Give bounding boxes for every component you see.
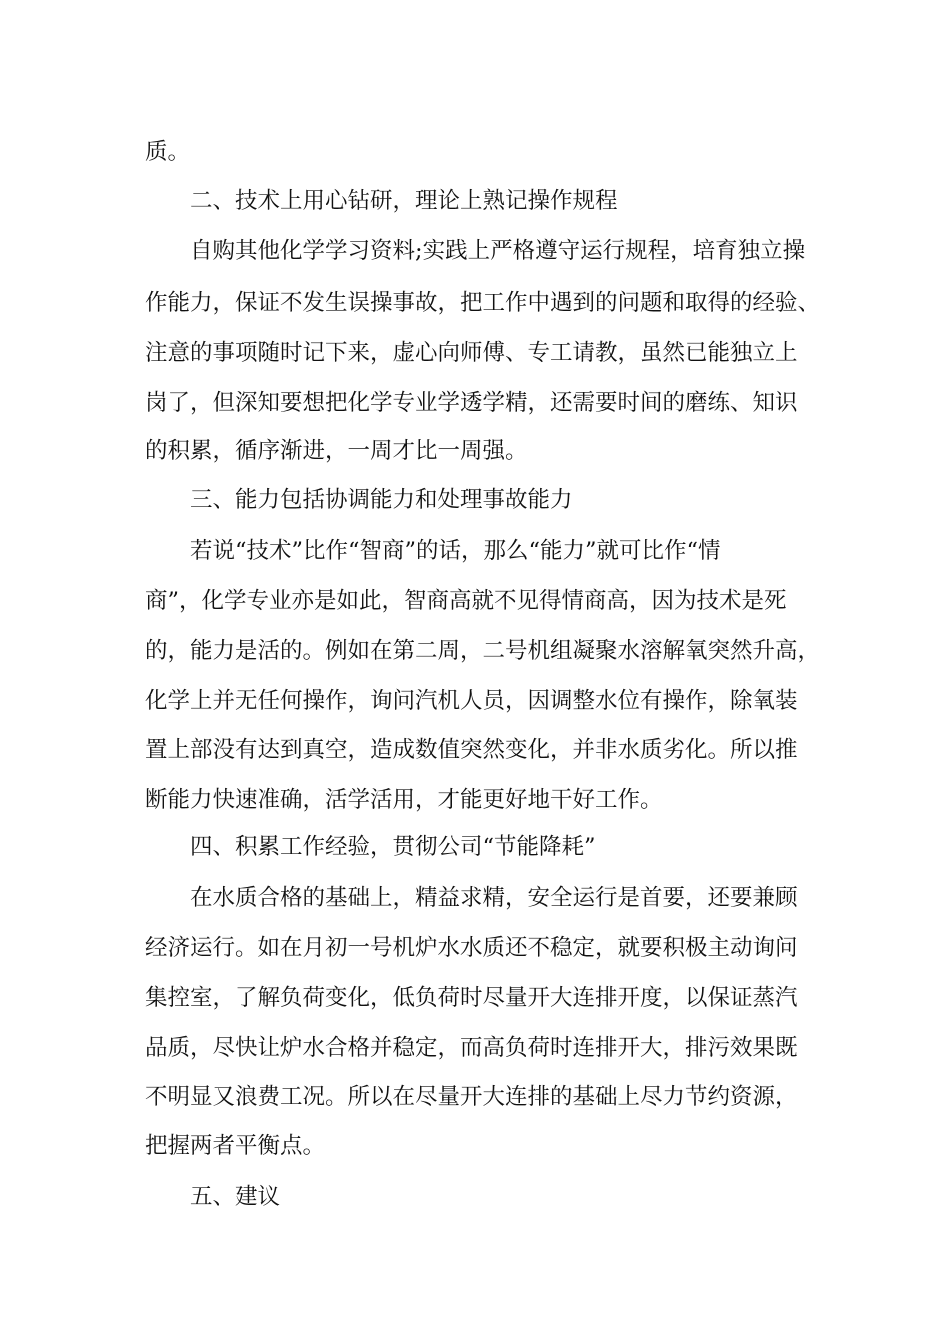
paragraph-line: 品质，尽快让炉水合格并稳定，而高负荷时连排开大，排污效果既 [145, 1035, 798, 1061]
paragraph-line: 注意的事项随时记下来，虚心向师傅、专工请教，虽然已能独立上 [145, 340, 798, 366]
paragraph-line: 断能力快速准确，活学活用，才能更好地干好工作。 [145, 787, 663, 813]
paragraph-line: 商”，化学专业亦是如此，智商高就不见得情商高，因为技术是死 [145, 588, 787, 614]
paragraph-line: 不明显又浪费工况。所以在尽量开大连排的基础上尽力节约资源， [145, 1084, 798, 1110]
paragraph-line: 集控室，了解负荷变化，低负荷时尽量开大连排开度，以保证蒸汽 [145, 985, 798, 1011]
paragraph-line: 作能力，保证不发生误操事故，把工作中遇到的问题和取得的经验、 [145, 290, 821, 316]
paragraph-line: 把握两者平衡点。 [145, 1133, 326, 1159]
paragraph-line: 自购其他化学学习资料;实践上严格遵守运行规程，培育独立操 [190, 238, 806, 264]
section-heading: 四、积累工作经验，贯彻公司“节能降耗” [190, 834, 596, 860]
paragraph-line: 岗了，但深知要想把化学专业学透学精，还需要时间的磨练、知识 [145, 390, 798, 416]
paragraph-line: 经济运行。如在月初一号机炉水水质还不稳定，就要积极主动询问 [145, 935, 798, 961]
paragraph-line: 的积累，循序渐进，一周才比一周强。 [145, 438, 528, 464]
paragraph-line: 若说“技术”比作“智商”的话，那么“能力”就可比作“情 [190, 538, 721, 564]
paragraph-line: 质。 [145, 139, 191, 165]
section-heading: 五、建议 [190, 1184, 281, 1210]
paragraph-line: 在水质合格的基础上，精益求精，安全运行是首要，还要兼顾 [190, 885, 798, 911]
paragraph-line: 化学上并无任何操作，询问汽机人员，因调整水位有操作，除氧装 [145, 688, 798, 714]
section-heading: 三、能力包括协调能力和处理事故能力 [190, 487, 573, 513]
section-heading: 二、技术上用心钻研，理论上熟记操作规程 [190, 188, 618, 214]
paragraph-line: 置上部没有达到真空，造成数值突然变化，并非水质劣化。所以推 [145, 737, 798, 763]
paragraph-line: 的，能力是活的。例如在第二周，二号机组凝聚水溶解氧突然升高， [145, 638, 821, 664]
